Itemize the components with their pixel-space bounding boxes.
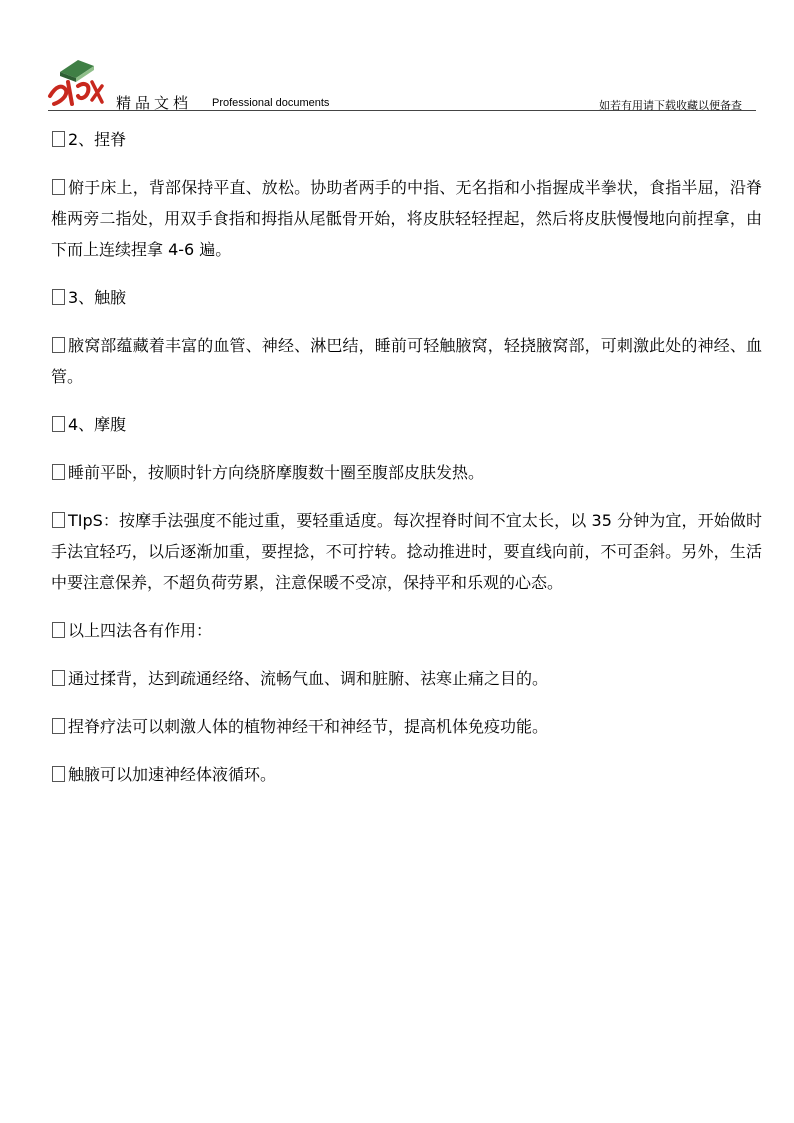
checkbox-glyph xyxy=(52,289,65,305)
heading-pinch-spine xyxy=(51,124,762,155)
paragraph xyxy=(51,663,762,694)
checkbox-glyph xyxy=(52,766,65,782)
header-title: 精品文档 xyxy=(116,94,193,112)
paragraph-text: 3、触腋 xyxy=(68,288,127,307)
checkbox-glyph xyxy=(52,337,65,353)
paragraph-text: 睡前平卧，按顺时针方向绕脐摩腹数十圈至腹部皮肤发热。 xyxy=(68,463,485,482)
header-divider xyxy=(48,110,756,111)
paragraph xyxy=(51,457,762,488)
checkbox-glyph xyxy=(52,131,65,147)
paragraph xyxy=(51,759,762,790)
heading-rub-abdomen xyxy=(51,409,762,440)
checkbox-glyph xyxy=(52,670,65,686)
paragraph xyxy=(51,330,762,392)
paragraph xyxy=(51,172,762,265)
checkbox-glyph xyxy=(52,416,65,432)
book-logo-icon xyxy=(46,52,108,108)
paragraph xyxy=(51,711,762,742)
heading-touch-armpit xyxy=(51,282,762,313)
checkbox-glyph xyxy=(52,464,65,480)
paragraph-text: 俯于床上，背部保持平直、放松。协助者两手的中指、无名指和小指握成半拳状，食指半屈，沿脊椎两旁二指处，用双手食指和拇指从尾骶骨开始，将皮肤轻轻捏起，然后将皮肤慢慢地向前捏拿，由下而上连续捏拿 4-6 遍。 xyxy=(51,178,762,259)
checkbox-glyph xyxy=(52,512,65,528)
paragraph-text: 捏脊疗法可以刺激人体的植物神经干和神经节，提高机体免疫功能。 xyxy=(68,717,549,736)
paragraph-text: 通过揉背，达到疏通经络、流畅气血、调和脏腑、祛寒止痛之目的。 xyxy=(68,669,549,688)
page-header xyxy=(0,0,794,112)
tips-paragraph xyxy=(51,505,762,598)
paragraph-text: 触腋可以加速神经体液循环。 xyxy=(68,765,277,784)
paragraph-text: TIpS：按摩手法强度不能过重，要轻重适度。每次捏脊时间不宜太长，以 35 分钟为宜，开始做时手法宜轻巧，以后逐渐加重，要捏捻，不可拧转。捻动推进时，要直线向前，不可歪斜。另外，生活中要注意保养，不超负荷劳累，注意保暖不受凉，保持平和乐观的心态。 xyxy=(51,511,762,592)
checkbox-glyph xyxy=(52,622,65,638)
paragraph-text: 2、捏脊 xyxy=(68,130,127,149)
paragraph-text: 腋窝部蕴藏着丰富的血管、神经、淋巴结，睡前可轻触腋窝，轻挠腋窝部，可刺激此处的神经、血管。 xyxy=(51,336,762,386)
paragraph-text: 以上四法各有作用： xyxy=(68,621,213,640)
header-subtitle: Professional documents xyxy=(212,97,330,109)
checkbox-glyph xyxy=(52,179,65,195)
summary-heading xyxy=(51,615,762,646)
header-note: 如若有用请下载收藏以便备查 xyxy=(599,99,742,112)
paragraph-text: 4、摩腹 xyxy=(68,415,127,434)
checkbox-glyph xyxy=(52,718,65,734)
document-body xyxy=(51,124,762,807)
